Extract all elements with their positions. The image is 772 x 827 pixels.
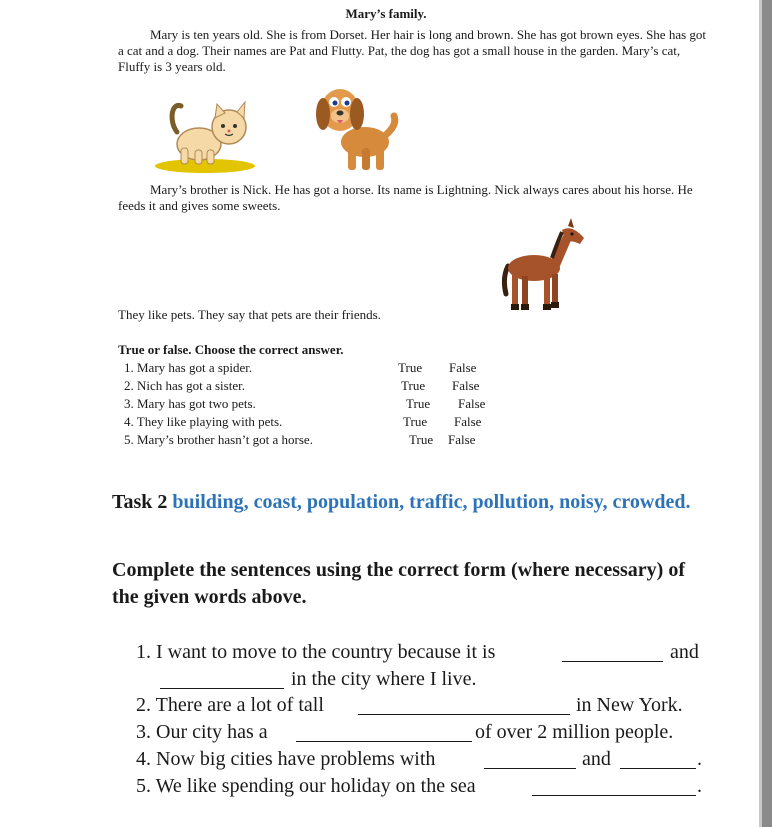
task-2-heading — [112, 489, 712, 516]
quiz-question: 2. Nich has got a sister. — [124, 378, 245, 393]
task-label: Task 2 — [112, 491, 168, 513]
false-option[interactable]: False — [452, 378, 480, 393]
sentence-2-end: in New York. — [576, 694, 683, 716]
quiz-question: 5. Mary’s brother hasn’t got a horse. — [124, 432, 313, 447]
sentence-5-start: 5. We like spending our holiday on the sea — [136, 775, 476, 797]
true-option[interactable]: True — [401, 378, 426, 393]
true-option[interactable]: True — [403, 414, 428, 429]
sentence-4-end: . — [697, 748, 702, 770]
sentence-1-and: and — [670, 641, 699, 663]
blank-field[interactable] — [532, 777, 696, 796]
sentence-4-start: 4. Now big cities have problems with — [136, 748, 436, 770]
cat-illustration — [155, 92, 265, 174]
false-option[interactable]: False — [448, 432, 476, 447]
blank-field[interactable] — [358, 696, 570, 715]
horse-illustration — [498, 216, 590, 318]
dog-illustration — [310, 80, 400, 176]
blank-field[interactable] — [562, 643, 663, 662]
sentence-5-end: . — [697, 775, 702, 797]
false-option[interactable]: False — [454, 414, 482, 429]
sentence-1-end: in the city where I live. — [291, 668, 477, 690]
quiz-question: 1. Mary has got a spider. — [124, 360, 253, 375]
quiz-question: 3. Mary has got two pets. — [124, 396, 256, 411]
true-option[interactable]: True — [406, 396, 431, 411]
quiz-question: 4. They like playing with pets. — [124, 414, 283, 429]
page-edge — [762, 0, 772, 827]
false-option[interactable]: False — [449, 360, 477, 375]
task-2-instruction: Complete the sentences using the correct form (where necessary) of the given words above. — [112, 559, 685, 608]
story-paragraph-3: They like pets. They say that pets are their friends. — [118, 307, 381, 322]
sentence-4-and: and — [582, 748, 611, 770]
story-paragraph-1: Mary is ten years old. She is from Dorset. Her hair is long and brown. She has got brown eyes. She has got a cat and a dog. Their names are Pat and Flutty. Pat, the dog has got a small house in the garden. Mary’s cat, Fluffy is 3 years old. — [118, 27, 707, 74]
blank-field[interactable] — [160, 670, 284, 689]
quiz-title: True or false. Choose the correct answer. — [118, 342, 344, 357]
page-title: Mary’s family. — [345, 6, 427, 21]
word-bank: building, coast, population, traffic, pollution, noisy, crowded. — [172, 491, 691, 513]
false-option[interactable]: False — [458, 396, 486, 411]
story-paragraph-2: Mary’s brother is Nick. He has got a horse. Its name is Lightning. Nick always cares about his horse. He feeds it and gives some sweets. — [118, 182, 693, 213]
sentence-3-start: 3. Our city has a — [136, 721, 268, 743]
sentence-2-start: 2. There are a lot of tall — [136, 694, 324, 716]
true-option[interactable]: True — [409, 432, 434, 447]
true-option[interactable]: True — [398, 360, 423, 375]
blank-field[interactable] — [484, 750, 576, 769]
sentence-1-start: 1. I want to move to the country because it is — [136, 641, 496, 663]
blank-field[interactable] — [296, 723, 472, 742]
sentence-3-end: of over 2 million people. — [475, 721, 674, 743]
blank-field[interactable] — [620, 750, 696, 769]
